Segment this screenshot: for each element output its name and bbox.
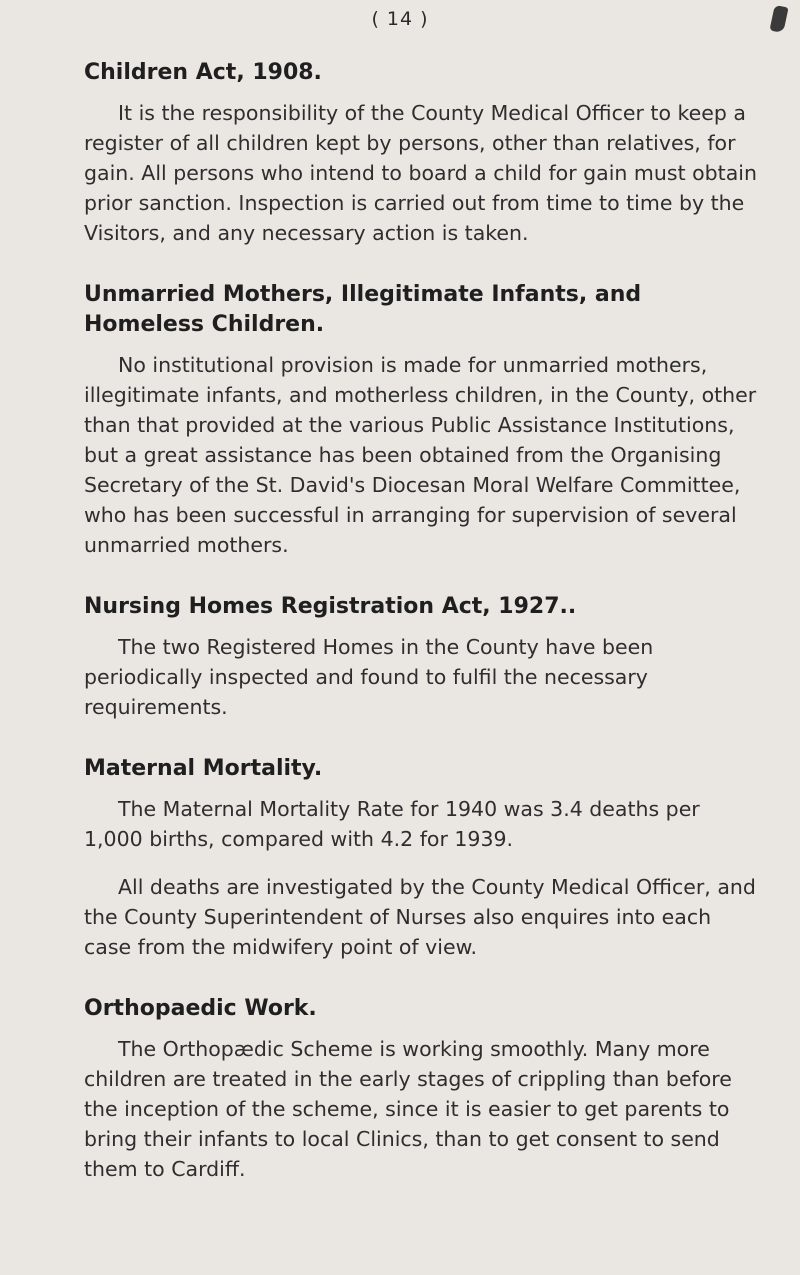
section-heading: Maternal Mortality.: [84, 756, 323, 781]
page-number: ( 14 ): [371, 8, 429, 30]
section-orthopaedic-work: [84, 994, 764, 1184]
section-heading: Children Act, 1908.: [84, 60, 322, 85]
page-content: [84, 58, 764, 1184]
section-heading: Unmarried Mothers, Illegitimate Infants, and Homeless Children.: [84, 282, 642, 337]
section-paragraph: The two Registered Homes in the County have been periodically inspected and found to fulfil the necessary requirements.: [84, 635, 654, 719]
section-unmarried-mothers: [84, 280, 764, 560]
section-nursing-homes: [84, 592, 764, 722]
section-heading: Nursing Homes Registration Act, 1927..: [84, 594, 577, 619]
section-paragraph: The Orthopædic Scheme is working smoothly. Many more children are treated in the early stages of crippling than before the inception of the scheme, since it is easier to get parents to bring their infants to local Clinics, than to get consent to send them to Cardiff.: [84, 1037, 732, 1181]
section-paragraph: All deaths are investigated by the County Medical Officer, and the County Superintendent of Nurses also enquires into each case from the midwifery point of view.: [84, 875, 756, 959]
section-paragraph: No institutional provision is made for unmarried mothers, illegitimate infants, and motherless children, in the County, other than that provided at the various Public Assistance Institutions, but a great assistance has been obtained from the Organising Secretary of the St. David's Diocesan Moral Welfare Committee, who has been successful in arranging for supervision of several unmarried mothers.: [84, 353, 757, 557]
section-children-act: [84, 58, 764, 248]
section-maternal-mortality: [84, 754, 764, 962]
section-paragraph: It is the responsibility of the County Medical Officer to keep a register of all children kept by persons, other than relatives, for gain. All persons who intend to board a child for gain must obtain prior sanction. Inspection is carried out from time to time by the Visitors, and any necessary action is taken.: [84, 101, 757, 245]
section-heading: Orthopaedic Work.: [84, 996, 317, 1021]
section-paragraph: The Maternal Mortality Rate for 1940 was 3.4 deaths per 1,000 births, compared with 4.2 for 1939.: [84, 797, 700, 851]
